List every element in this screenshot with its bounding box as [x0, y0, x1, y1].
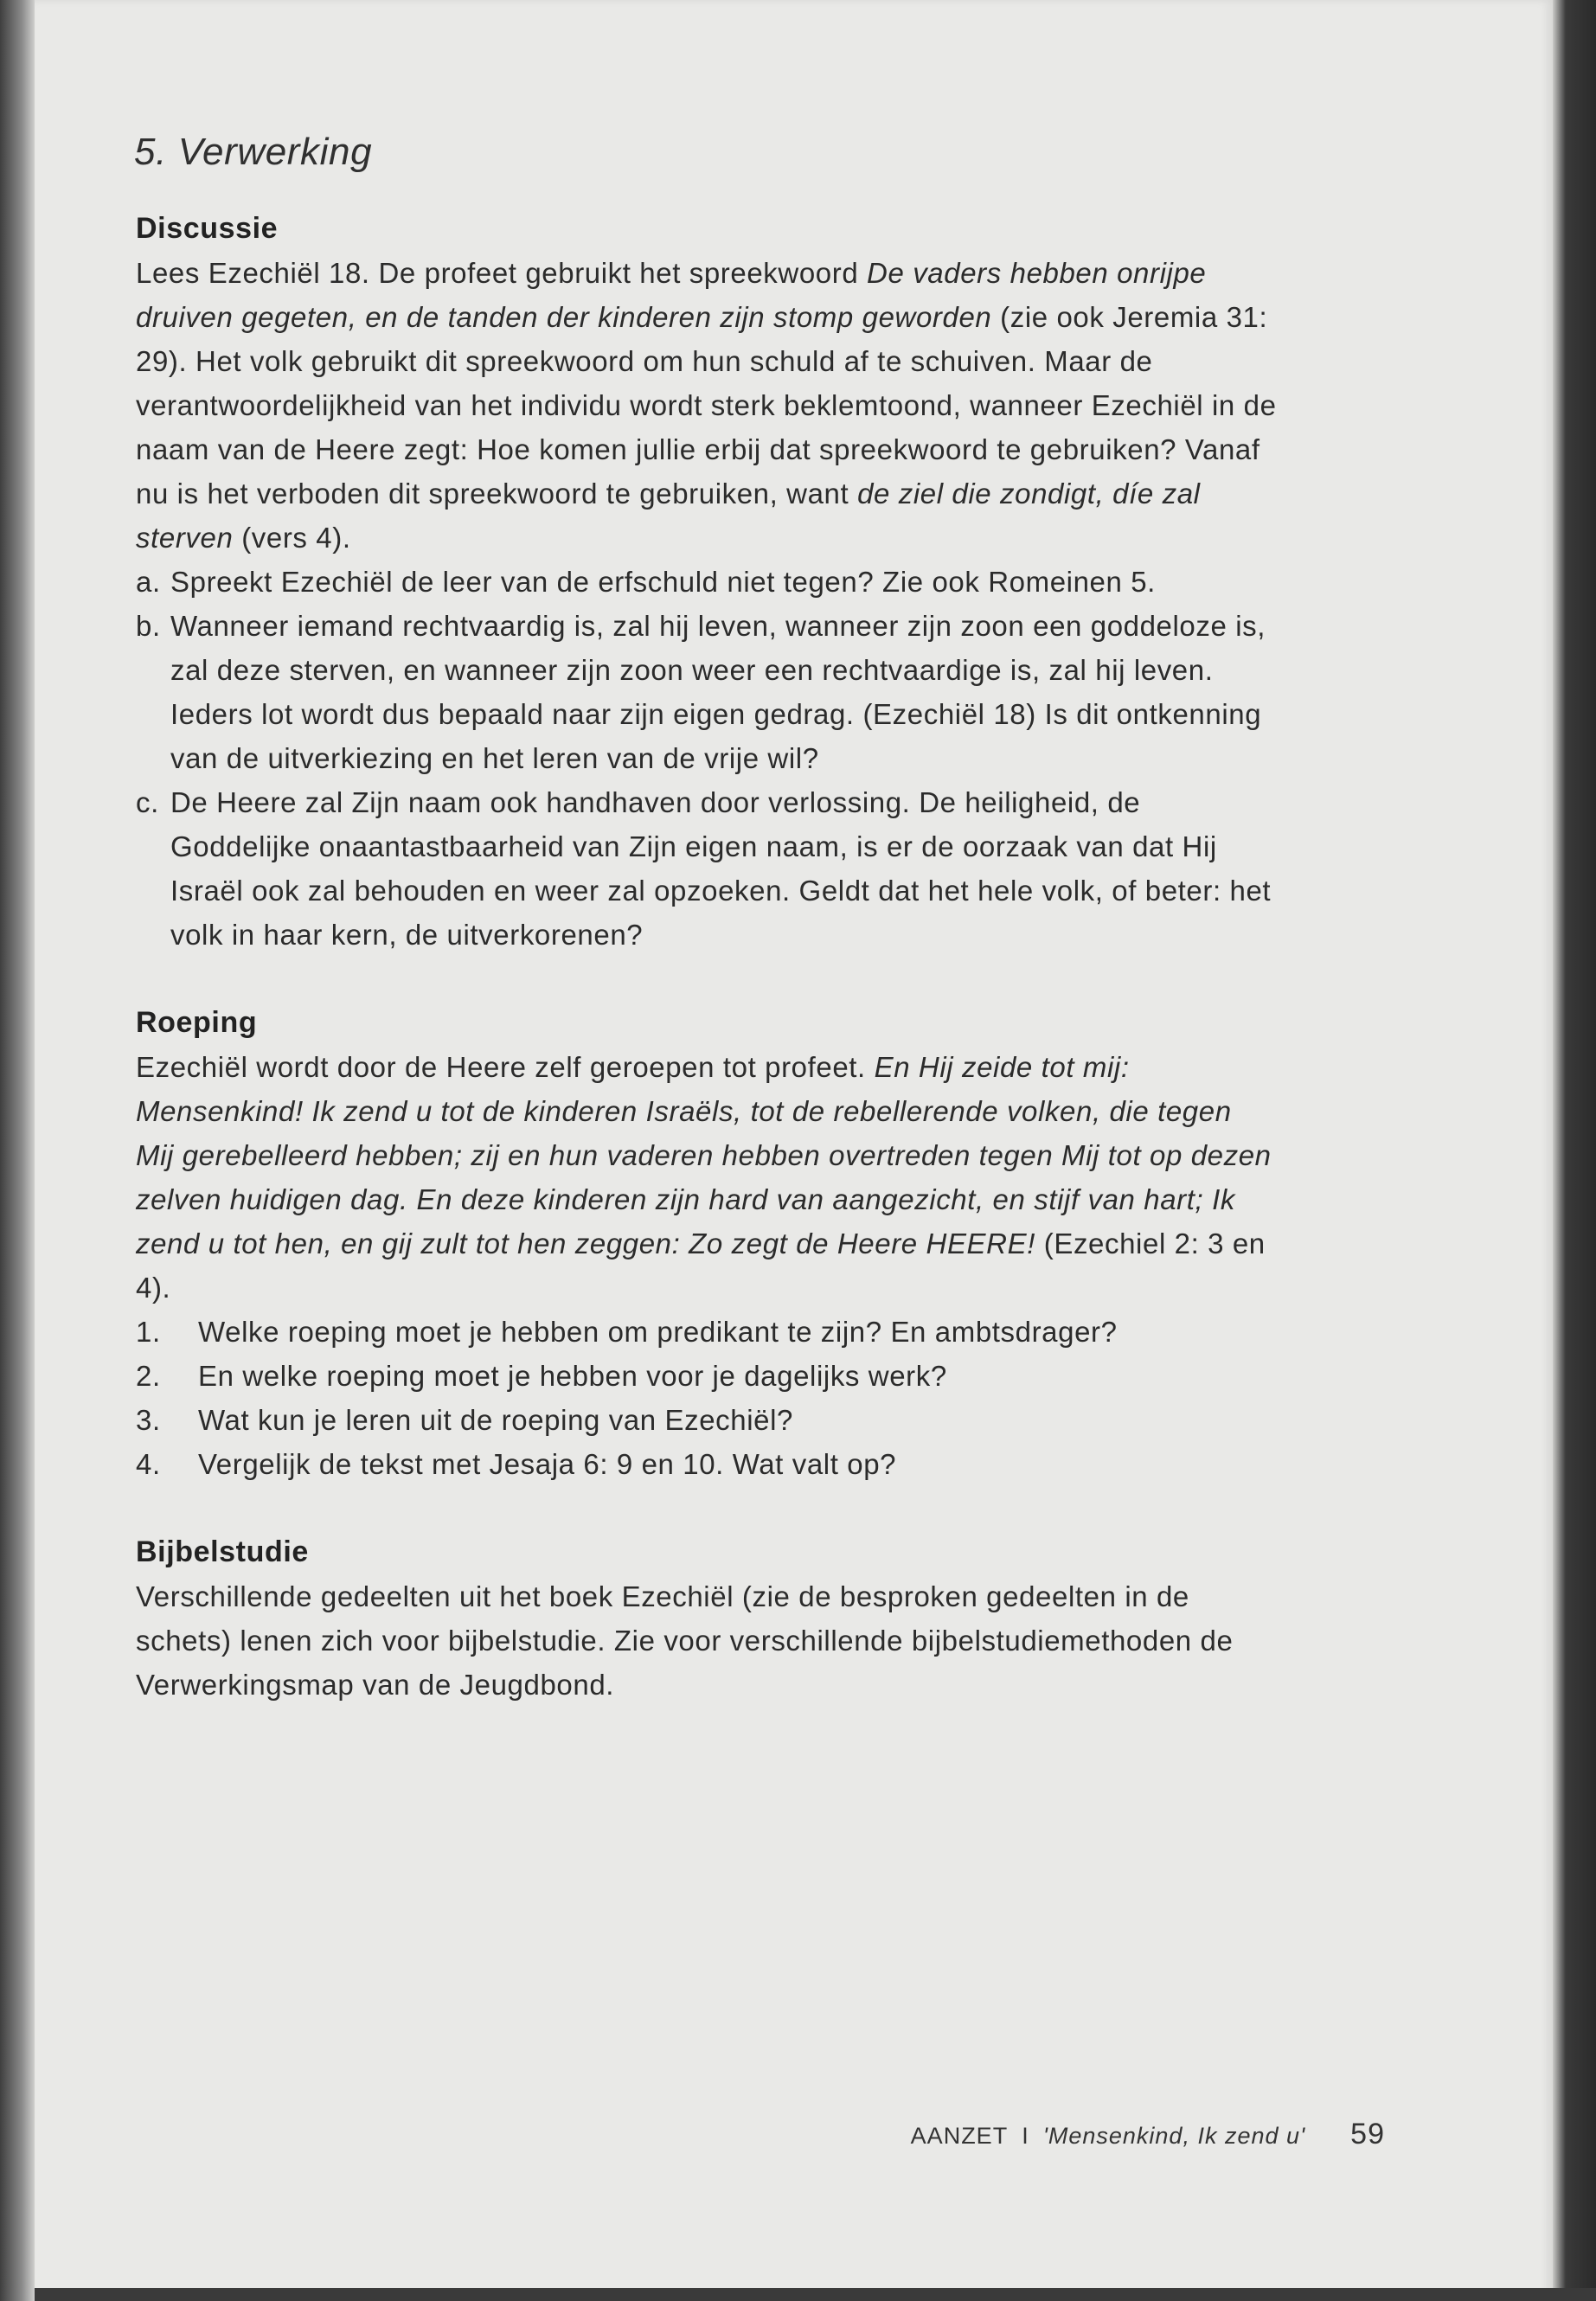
question-marker: c. — [136, 786, 159, 818]
roeping-section — [136, 1001, 1278, 1486]
question-text: Vergelijk de tekst met Jesaja 6: 9 en 10. Wat valt op? — [198, 1448, 897, 1480]
discussie-question — [136, 604, 1278, 780]
roeping-question — [136, 1442, 1278, 1486]
question-text: Welke roeping moet je hebben om predikant te zijn? En ambtsdrager? — [198, 1316, 1118, 1348]
roeping-heading: Roeping — [136, 1006, 258, 1039]
discussie-intro-text: Lees Ezechiël 18. De profeet gebruikt het spreekwoord — [136, 257, 868, 289]
bijbelstudie-text: Verschillende gedeelten uit het boek Ezechiël (zie de besproken gedeelten in de schets) lenen zich voor bijbelstudie. Zie voor verschillende bijbelstudiemethoden de Verwerkingsmap van de Jeugdbond. — [136, 1580, 1234, 1701]
question-text: Wanneer iemand rechtvaardig is, zal hij leven, wanneer zijn zoon een goddeloze is, zal deze sterven, en wanneer zijn zoon weer een rechtvaardige is, zal hij leven. Ieders lot wordt dus bepaald naar zijn eigen gedrag. (Ezechiël 18) Is dit ontkenning van de uitverkiezing en het leren van de vrije wil? — [170, 610, 1266, 774]
section-title: 5. Verwerking — [134, 131, 373, 173]
question-text: Spreekt Ezechiël de leer van de erfschuld niet tegen? Zie ook Romeinen 5. — [170, 566, 1156, 598]
question-number: 2. — [136, 1360, 161, 1392]
question-text: En welke roeping moet je hebben voor je dagelijks werk? — [198, 1360, 947, 1392]
question-text: Wat kun je leren uit de roeping van Ezechiël? — [198, 1404, 793, 1436]
discussie-heading: Discussie — [136, 212, 279, 245]
roeping-intro-text: Ezechiël wordt door de Heere zelf geroepen tot profeet. — [136, 1051, 875, 1083]
question-marker: b. — [136, 610, 161, 642]
roeping-question — [136, 1310, 1278, 1354]
discussie-quote: De vaders hebben onrijpe druiven gegeten, en de tanden der kinderen zijn stomp geworden — [136, 257, 1207, 333]
page-content — [136, 130, 1278, 1707]
roeping-quote: En Hij zeide tot mij: Mensenkind! Ik zend u tot de kinderen Israëls, tot de rebellerende volken, die tegen Mij gerebelleerd hebben; zij en hun vaderen hebben overtreden tegen Mij tot op dezen zelven huidigen dag. En deze kinderen zijn hard van aangezicht, en stijf van hart; Ik zend u tot hen, en gij zult tot hen zeggen: Zo zegt de Heere HEERE! — [136, 1051, 1272, 1259]
question-number: 1. — [136, 1316, 161, 1348]
question-number: 4. — [136, 1448, 161, 1480]
bijbelstudie-heading: Bijbelstudie — [136, 1535, 309, 1568]
page-footer — [911, 2118, 1385, 2151]
discussie-question — [136, 560, 1278, 604]
question-marker: a. — [136, 566, 161, 598]
footer-publication: AANZET — [910, 2123, 1009, 2149]
section-gap — [136, 1486, 1278, 1530]
discussie-intro-text: (vers 4). — [233, 522, 351, 554]
bijbelstudie-section — [136, 1530, 1278, 1707]
discussie-intro-text: (zie ook Jeremia 31: 29). Het volk gebruikt dit spreekwoord om hun schuld af te schuiven. Maar de verantwoordelijkheid van het individu wordt sterk beklemtoond, wanneer Ezechiël in de naam van de Heere zegt: Hoe komen jullie erbij dat spreekwoord te gebruiken? Vanaf nu is het verboden dit spreekwoord te gebruiken, want — [136, 301, 1277, 510]
footer-separator: I — [1022, 2123, 1029, 2149]
discussie-quote: de ziel die zondigt, díe zal sterven — [136, 478, 1201, 554]
bottom-scan-border — [35, 2288, 1596, 2301]
discussie-intro — [136, 251, 1278, 560]
question-number: 3. — [136, 1404, 161, 1436]
discussie-question — [136, 780, 1278, 957]
discussie-section — [136, 207, 1278, 957]
section-gap — [136, 957, 1278, 1001]
right-scan-border — [1553, 0, 1596, 2301]
footer-title: 'Mensenkind, Ik zend u' — [1042, 2123, 1306, 2149]
roeping-reference: (Ezechiel 2: 3 en 4). — [136, 1227, 1266, 1304]
roeping-intro — [136, 1045, 1278, 1310]
page-number: 59 — [1350, 2118, 1385, 2150]
question-text: De Heere zal Zijn naam ook handhaven door verlossing. De heiligheid, de Goddelijke onaantastbaarheid van Zijn eigen naam, is er de oorzaak van dat Hij Israël ook zal behouden en weer zal opzoeken. Geldt dat het hele volk, of beter: het volk in haar kern, de uitverkorenen? — [170, 786, 1272, 951]
left-page-edge — [0, 0, 36, 2301]
roeping-question — [136, 1354, 1278, 1398]
roeping-question — [136, 1398, 1278, 1442]
